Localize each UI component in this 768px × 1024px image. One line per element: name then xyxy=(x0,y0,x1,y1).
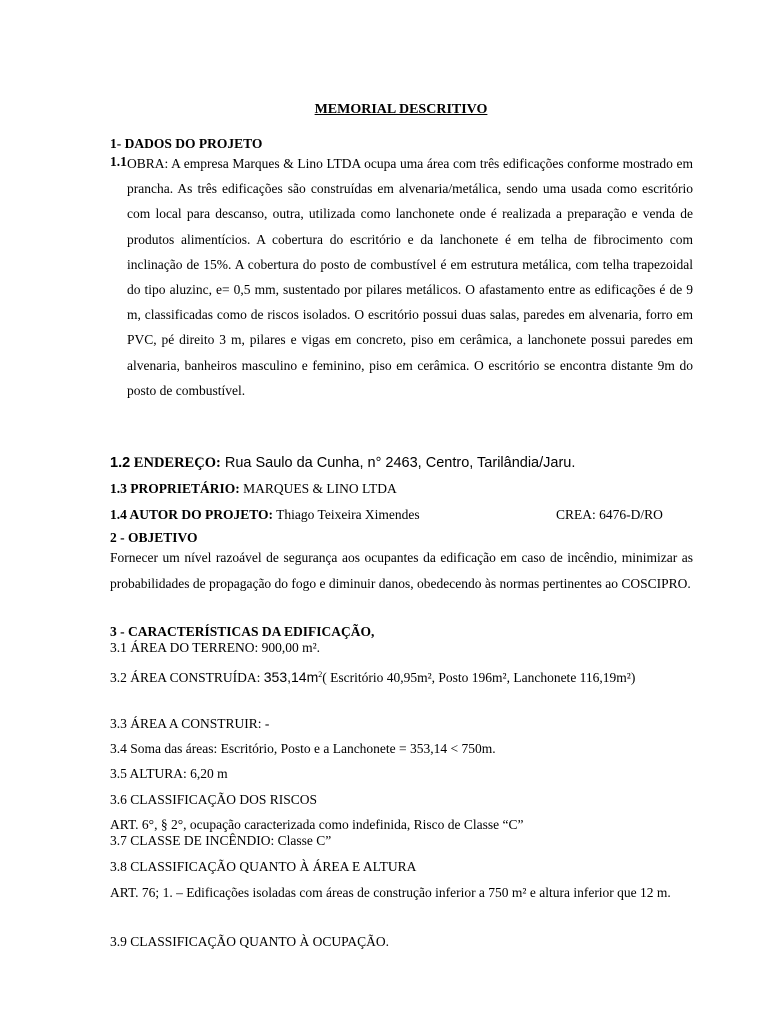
item-3-2-paragraph xyxy=(110,662,693,690)
item-1-1-number: 1.1 xyxy=(110,154,127,169)
item-3-2-label: 3.2 ÁREA CONSTRUÍDA: xyxy=(110,670,264,685)
item-3-6: 3.6 CLASSIFICAÇÃO DOS RISCOS xyxy=(110,792,318,807)
item-1-4-autor xyxy=(110,507,420,523)
item-1-2-endereco xyxy=(110,455,575,472)
art-76-paragraph: ART. 76; 1. – Edificações isoladas com áreas de construção inferior a 750 m² e altura inferior que 12 m. xyxy=(110,885,671,900)
section-2-paragraph: Fornecer um nível razoável de segurança aos ocupantes da edificação em caso de incêndio, minimizar as probabilidades de propagação do fogo e diminuir danos, obedecendo às normas pertinentes ao COSCIPRO. xyxy=(110,550,693,591)
item-1-3-proprietario xyxy=(110,481,397,497)
item-1-2-number: 1.2 xyxy=(110,455,131,471)
item-3-3: 3.3 ÁREA A CONSTRUIR: - xyxy=(110,716,270,731)
item-3-2-superscript: 2 xyxy=(318,670,323,679)
item-1-4-label: 1.4 AUTOR DO PROJETO: xyxy=(110,507,274,522)
item-1-2-value: Rua Saulo da Cunha, n° 2463, Centro, Tarilândia/Jaru. xyxy=(220,455,576,471)
item-3-2-total-area: 353,14m xyxy=(263,669,319,685)
item-1-4-value: Thiago Teixeira Ximendes xyxy=(273,507,420,522)
item-1-2-label: ENDEREÇO: xyxy=(130,455,221,471)
item-3-5: 3.5 ALTURA: 6,20 m xyxy=(110,766,228,781)
document-title: MEMORIAL DESCRITIVO xyxy=(314,102,488,117)
crea-number: CREA: 6476-D/RO xyxy=(556,507,663,522)
section-1-heading: 1- DADOS DO PROJETO xyxy=(110,136,263,151)
item-1-1-obra-paragraph: OBRA: A empresa Marques & Lino LTDA ocupa uma área com três edificações conforme mostrado em prancha. As três edificações são construídas em alvenaria/metálica, sendo uma usada como escritório com local para descanso, outra, utilizada como lanchonete onde é realizada a preparação e venda de produtos alimentícios. A cobertura do escritório e da lanchonete é em telha de fibrocimento com inclinação de 15%. A cobertura do posto de combustível é em estrutura metálica, com telha trapezoidal do tipo aluzinc, e= 0,5 mm, sustentado por pilares metálicos. O afastamento entre as edificações é de 9 m, classificadas como de riscos isolados. O escritório possui duas salas, paredes em alvenaria, forro em PVC, pé direito 3 m, pilares e vigas em concreto, piso em cerâmica, a lanchonete possui paredes em alvenaria, banheiros masculino e feminino, piso em cerâmica. O escritório se encontra distante 9m do posto de combustível. xyxy=(127,156,693,398)
art-6-text: ART. 6°, § 2°, ocupação caracterizada como indefinida, Risco de Classe “C” xyxy=(110,817,524,832)
item-1-3-label: 1.3 PROPRIETÁRIO: xyxy=(110,481,240,496)
item-1-3-value: MARQUES & LINO LTDA xyxy=(239,481,397,496)
section-3-heading: 3 - CARACTERÍSTICAS DA EDIFICAÇÃO, xyxy=(110,624,375,639)
item-3-2-breakdown: ( Escritório 40,95m², Posto 196m², Lanchonete 116,19m²) xyxy=(322,670,636,685)
item-3-4: 3.4 Soma das áreas: Escritório, Posto e a Lanchonete = 353,14 < 750m. xyxy=(110,741,496,756)
item-3-8: 3.8 CLASSIFICAÇÃO QUANTO À ÁREA E ALTURA xyxy=(110,859,417,874)
section-2-heading: 2 - OBJETIVO xyxy=(110,530,198,545)
item-3-1: 3.1 ÁREA DO TERRENO: 900,00 m². xyxy=(110,640,321,655)
item-3-7: 3.7 CLASSE DE INCÊNDIO: Classe C” xyxy=(110,833,332,848)
item-3-9: 3.9 CLASSIFICAÇÃO QUANTO À OCUPAÇÃO. xyxy=(110,934,390,949)
